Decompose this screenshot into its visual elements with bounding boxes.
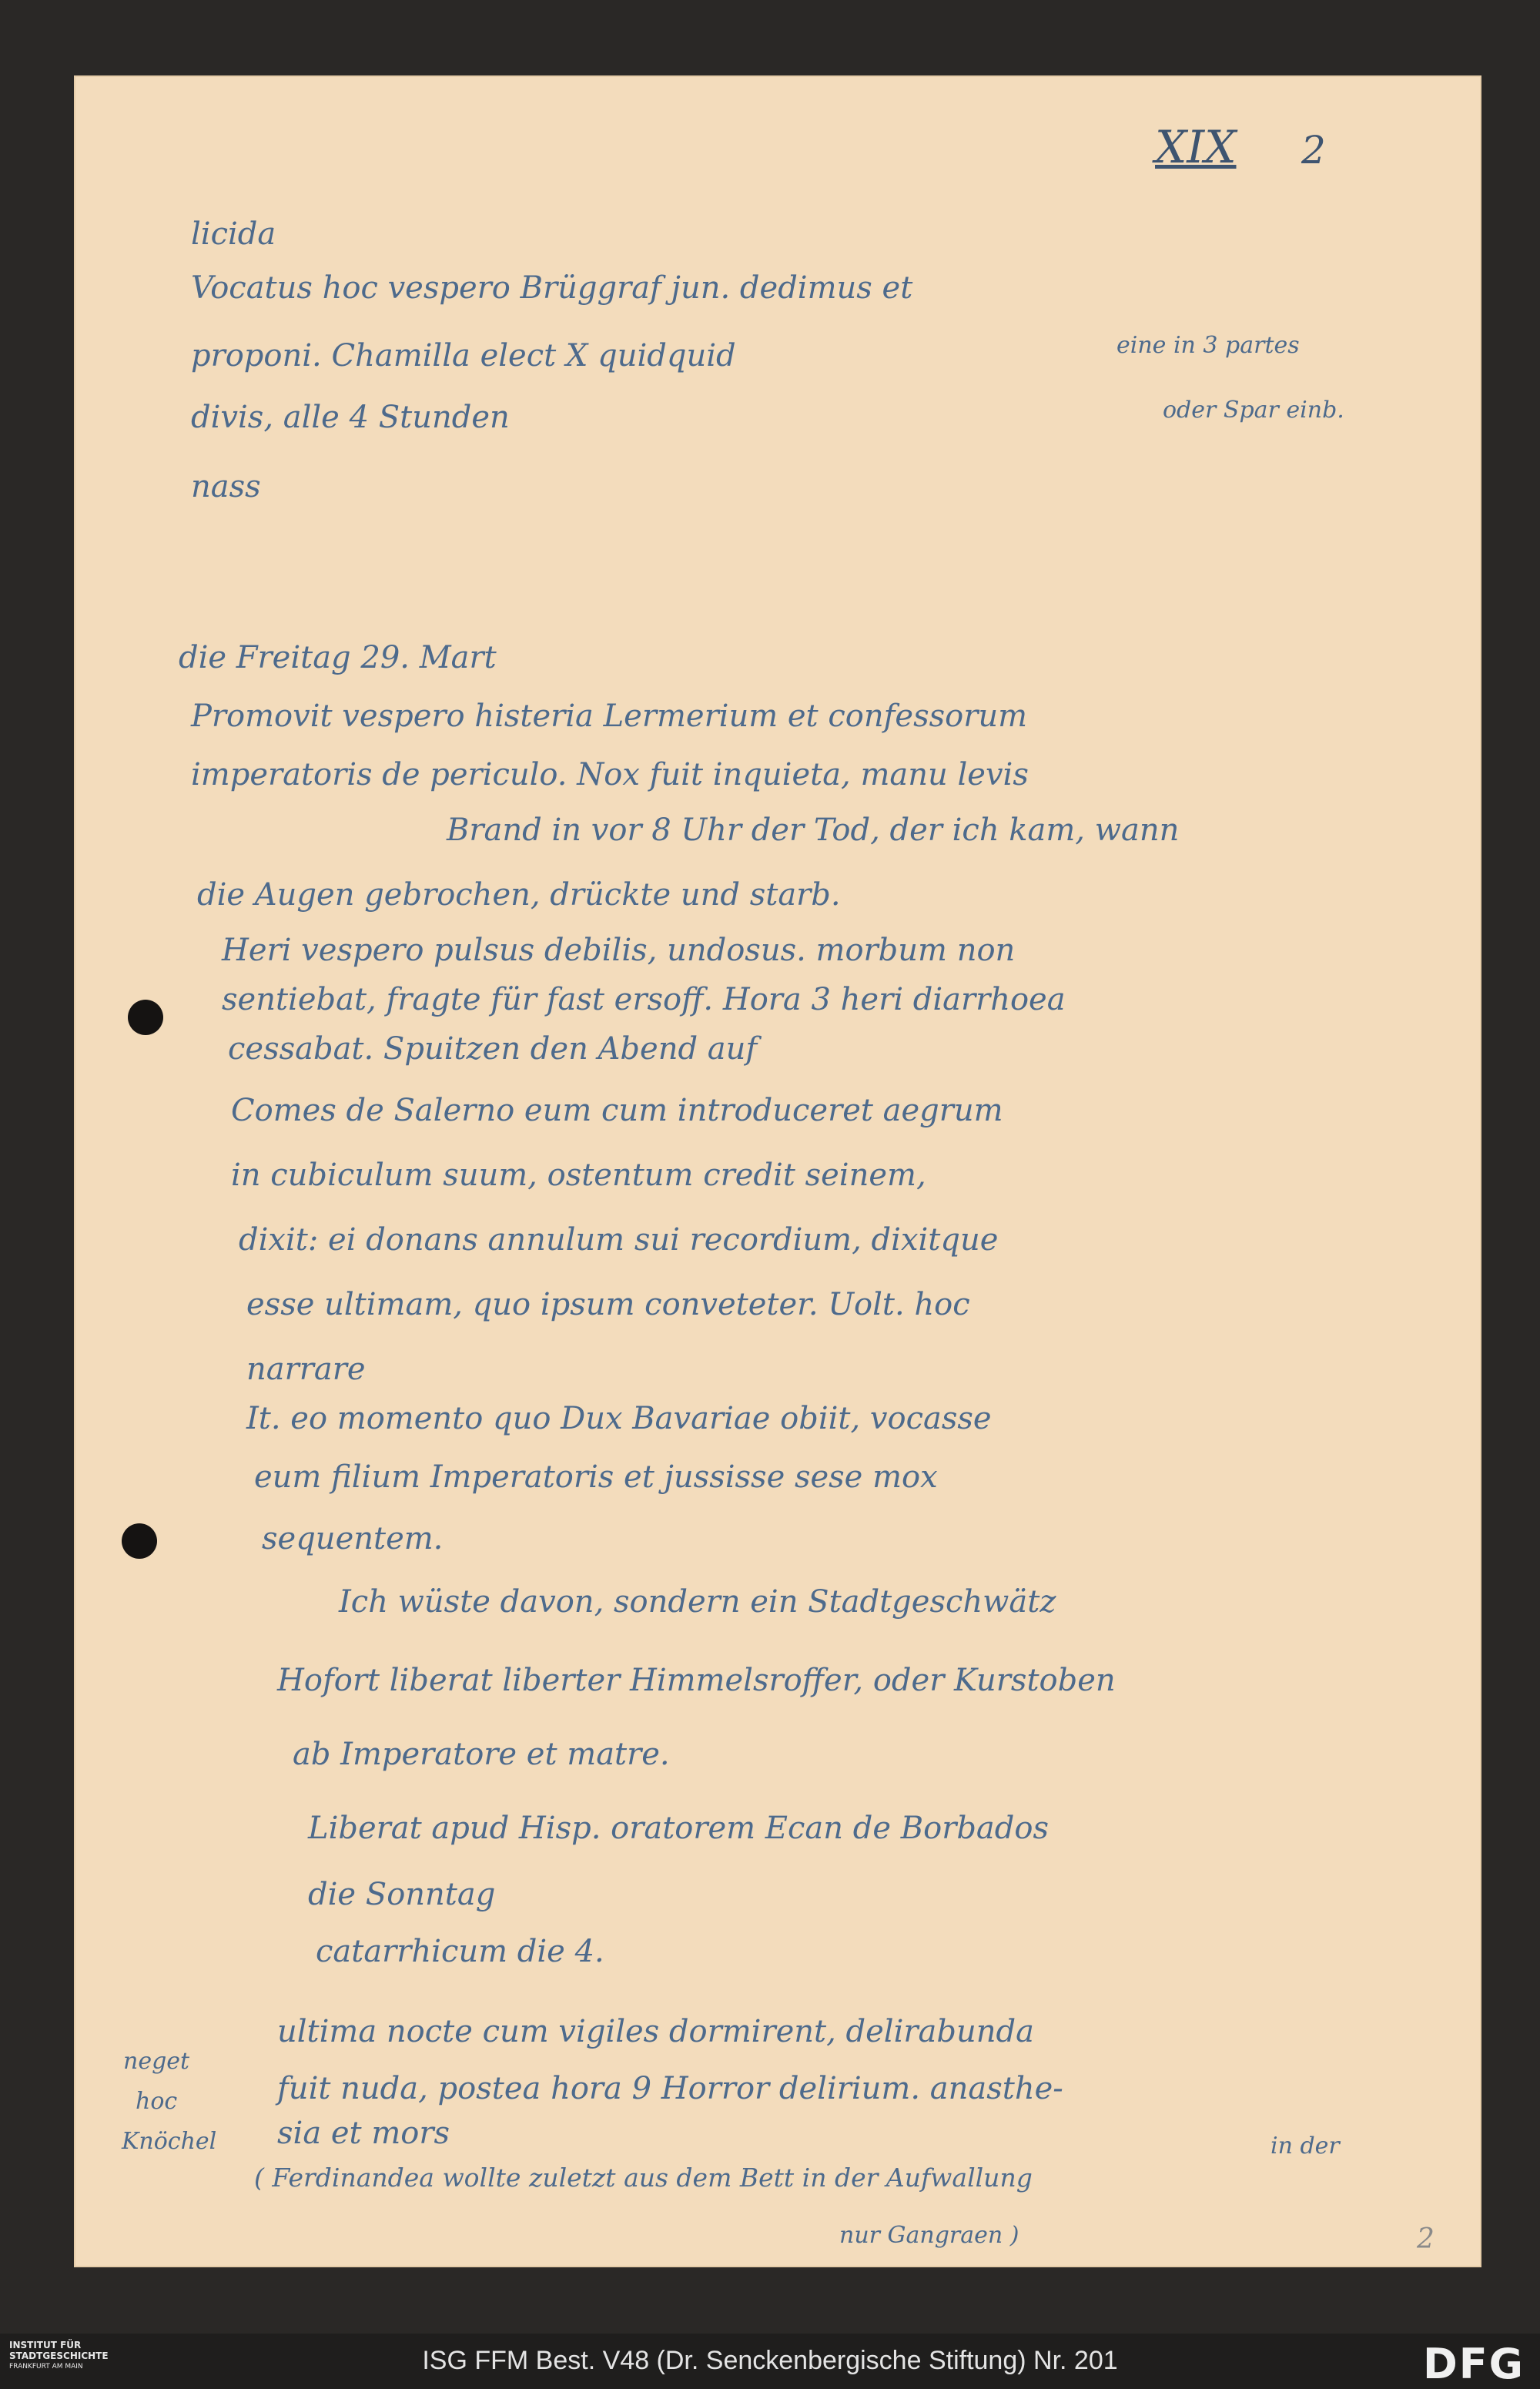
dfg-logo: DFG [1422,2340,1525,2388]
manuscript-line: in cubiculum suum, ostentum credit seinem, [231,1158,926,1193]
manuscript-line: Vocatus hoc vespero Brüggraf jun. dedimus et [191,270,913,306]
manuscript-line: nass [191,469,261,504]
archive-caption: ISG FFM Best. V48 (Dr. Senckenbergische Stiftung) Nr. 201 [422,2346,1118,2375]
institution-line: INSTITUT FÜR [9,2340,82,2350]
manuscript-line: fuit nuda, postea hora 9 Horror delirium. anasthe- [277,2071,1063,2106]
manuscript-line: sequentem. [262,1521,444,1556]
margin-note: hoc [136,2088,178,2115]
manuscript-line: divis, alle 4 Stunden [191,400,510,435]
manuscript-line: ( Ferdinandea wollte zuletzt aus dem Bett in der Aufwallung [254,2163,1033,2193]
manuscript-line: Comes de Salerno eum cum introduceret aegrum [231,1093,1003,1128]
manuscript-line: proponi. Chamilla elect X quidquid [191,338,736,374]
manuscript-line: imperatoris de periculo. Nox fuit inquieta, manu levis [191,757,1029,792]
manuscript-line: sia et mors [277,2116,450,2151]
right-note: eine in 3 partes [1116,332,1300,359]
punch-hole-upper [128,1000,163,1035]
manuscript-line: Brand in vor 8 Uhr der Tod, der ich kam, wann [447,813,1180,848]
manuscript-line: sentiebat, fragte für fast ersoff. Hora 3 heri diarrhoea [222,982,1066,1017]
manuscript-line: licida [191,216,276,252]
manuscript-line: Hofort liberat liberter Himmelsroffer, oder Kurstoben [277,1663,1116,1698]
archive-footer [0,2334,1540,2389]
manuscript-line: ab Imperatore et matre. [293,1737,670,1772]
institution-line: STADTGESCHICHTE [9,2350,109,2361]
manuscript-line: catarrhicum die 4. [316,1934,604,1969]
manuscript-line: eum filium Imperatoris et jussisse sese mox [254,1459,938,1495]
manuscript-line: Liberat apud Hisp. oratorem Ecan de Borbados [308,1811,1049,1846]
right-note: in der [1270,2133,1340,2159]
margin-note: neget [123,2048,190,2075]
folio-reference: XIX [1155,121,1237,173]
manuscript-line: die Sonntag [308,1877,496,1912]
manuscript-line: dixit: ei donans annulum sui recordium, dixitque [239,1222,999,1258]
pencil-page-number: 2 [1417,2223,1435,2255]
margin-note: Knöchel [122,2128,217,2155]
institution-logo [9,2340,117,2372]
manuscript-line: ultima nocte cum vigiles dormirent, delirabunda [277,2014,1034,2049]
punch-hole-lower [122,1523,157,1559]
right-note: oder Spar einb. [1163,397,1344,424]
section-heading: die Freitag 29. Mart [179,640,497,675]
manuscript-line: It. eo momento quo Dux Bavariae obiit, vocasse [246,1401,992,1436]
manuscript-line: Promovit vespero histeria Lermerium et confessorum [191,699,1028,734]
institution-line: FRANKFURT AM MAIN [9,2363,83,2371]
manuscript-line: die Augen gebrochen, drückte und starb. [197,877,841,913]
manuscript-line: Heri vespero pulsus debilis, undosus. morbum non [222,933,1016,968]
header-page-number: 2 [1301,128,1326,173]
manuscript-line: cessabat. Spuitzen den Abend auf [228,1031,758,1067]
manuscript-line: nur Gangraen ) [839,2222,1019,2249]
manuscript-line: Ich wüste davon, sondern ein Stadtgeschwätz [339,1584,1056,1620]
manuscript-line: esse ultimam, quo ipsum conveteter. Uolt. hoc [246,1287,970,1322]
manuscript-line: narrare [246,1352,366,1387]
